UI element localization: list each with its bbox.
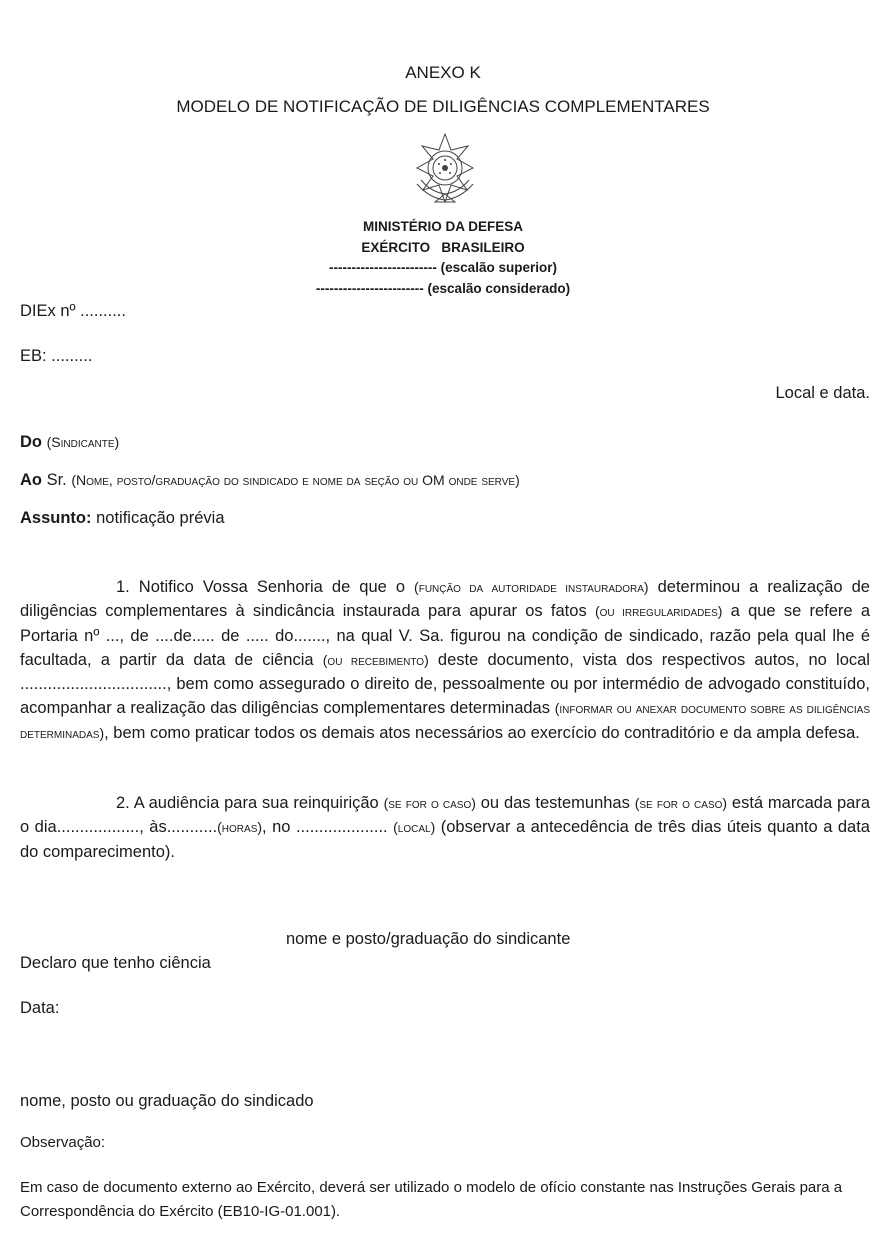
p2-smallcaps-b: (se for o caso): [383, 795, 476, 811]
considered-echelon-line: ------------------------ (escalão considerado): [315, 281, 571, 296]
date-label: Data:: [20, 999, 60, 1017]
subject-value: notificação prévia: [96, 509, 225, 527]
p2-text-c: ou das testemunhas: [480, 794, 630, 812]
p1-smallcaps-b: (função da autoridade instauradora): [414, 579, 649, 595]
p1-smallcaps-d: (ou irregularidades): [594, 603, 723, 620]
army-heading: EXÉRCITO BRASILEIRO: [361, 240, 525, 255]
from-label: Do: [20, 433, 42, 451]
subject-line: [20, 509, 225, 528]
from-value: (Sindicante): [46, 434, 120, 450]
subject-label: Assunto:: [20, 509, 92, 527]
p1-smallcaps-h: (informar ou anexar documento sobre as diligências determinadas): [20, 700, 870, 741]
p2-text-i: (observar a antecedência de três dias úteis quanto a data do comparecimento).: [20, 818, 870, 861]
note-text: Em caso de documento externo ao Exército, deverá ser utilizado o modelo de ofício constante nas Instruções Gerais para a Correspondência do Exército (EB10-IG-01.001).: [20, 1179, 843, 1220]
p2-smallcaps-d: (se for o caso): [634, 795, 728, 811]
sindicante-signature: nome e posto/graduação do sindicante: [286, 930, 571, 948]
p2-text-g: , no ....................: [262, 818, 388, 837]
ministry-heading: MINISTÉRIO DA DEFESA: [362, 219, 523, 234]
document-title: MODELO DE NOTIFICAÇÃO DE DILIGÊNCIAS COMPLEMENTARES: [176, 97, 710, 116]
diex-number: DIEx nº ..........: [20, 302, 126, 320]
p2-smallcaps-h: (local): [393, 819, 436, 836]
p1-text-g: deste documento, vista dos respectivos autos, no local ................................, bem como assegurado o direito de, pessoalmente ou por intermédio de advogado constituído, acompanhar a realização das diligências complementares determinadas: [20, 650, 870, 718]
paragraph-2: [20, 791, 870, 864]
upper-echelon-line: ------------------------ (escalão superior): [329, 260, 557, 275]
from-line: [20, 433, 119, 452]
p1-smallcaps-f: (ou recebimento): [322, 651, 429, 668]
coat-of-arms-icon: [405, 128, 485, 208]
place-and-date: Local e data.: [775, 384, 870, 402]
annex-label: ANEXO K: [405, 63, 481, 82]
to-label: Ao: [20, 471, 42, 489]
p2-text-a: 2. A audiência para sua reinquirição: [116, 794, 379, 812]
to-prefix: Sr.: [46, 471, 67, 489]
p1-text-e: a que se refere a Portaria nº ..., de ....de..... de ..... do......., na qual V. Sa. figurou na condição de sindicado, razão pela qual lhe é facultada, a partir da data de ciência: [20, 602, 871, 669]
p1-text-a: 1. Notifico Vossa Senhoria de que o: [116, 578, 406, 596]
p1-text-c: determinou a realização de diligências complementares à sindicância instaurada para apurar os fatos: [20, 578, 870, 621]
to-value: (Nome, posto/graduação do sindicado e nome da seção ou OM onde serve): [71, 472, 520, 488]
note-label: Observação:: [20, 1134, 106, 1151]
sindicado-signature: nome, posto ou graduação do sindicado: [20, 1092, 314, 1110]
to-line: [20, 471, 520, 490]
p1-text-i: , bem como praticar todos os demais atos necessários ao exercício do contraditório e da ampla defesa.: [104, 723, 860, 742]
p2-text-e: está marcada para o dia.................., às...........: [20, 794, 870, 837]
p2-smallcaps-f: (horas): [217, 819, 263, 836]
acknowledge-statement: Declaro que tenho ciência: [20, 954, 211, 972]
eb-number: EB: .........: [20, 347, 93, 365]
paragraph-1: [20, 575, 870, 745]
